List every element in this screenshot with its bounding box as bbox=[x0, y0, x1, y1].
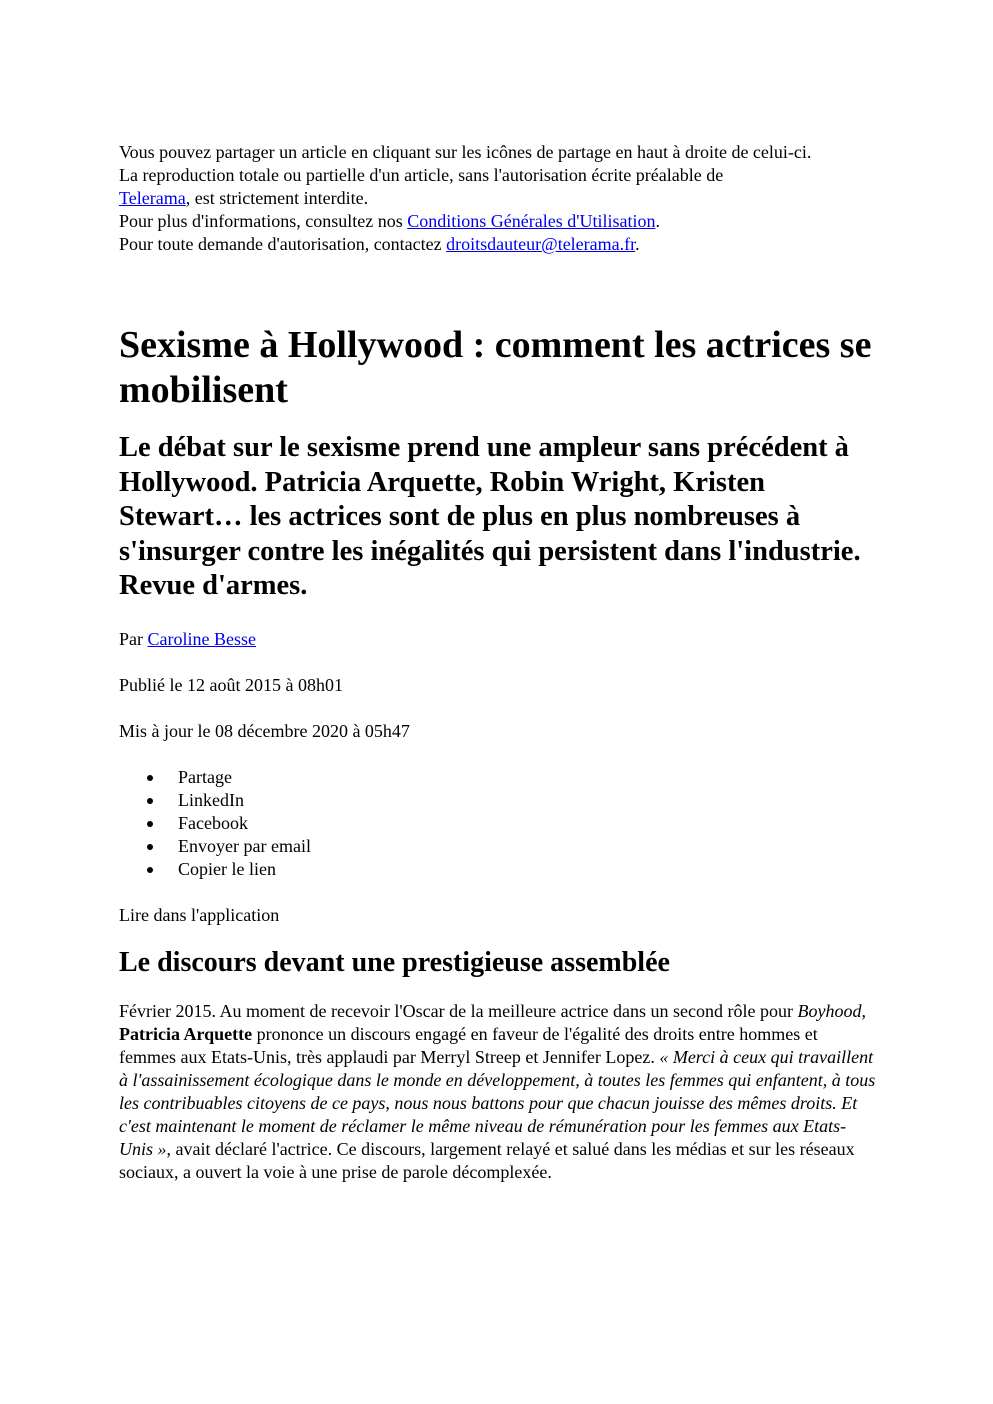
share-item-label: Partage bbox=[178, 766, 232, 787]
article-page bbox=[119, 141, 879, 1184]
paragraph-text-4: , avait déclaré l'actrice. Ce discours, largement relayé et salué dans les médias et sur les réseaux sociaux, a ouvert la voie à une prise de parole décomplexée. bbox=[119, 1138, 855, 1182]
notice-line-share: Vous pouvez partager un article en cliquant sur les icônes de partage en haut à droite de celui-ci. bbox=[119, 142, 812, 162]
notice-contact-end: . bbox=[635, 234, 640, 254]
share-item-label: Copier le lien bbox=[178, 858, 276, 879]
speech-quote: « Merci à ceux qui travaillent à l'assainissement écologique dans le monde en développement, à toutes les femmes qui enfantent, à tous les contribuables citoyens de ce pays, nous nous battons pour que chacun jouisse des mêmes droits. Et c'est maintenant le moment de réclamer le même niveau de rémunération pour les femmes aux Etats-Unis » bbox=[119, 1046, 876, 1159]
bullet-icon bbox=[147, 775, 153, 781]
paragraph-text-1: Février 2015. Au moment de recevoir l'Oscar de la meilleure actrice dans un second rôle pour bbox=[119, 1000, 798, 1021]
notice-info-end: . bbox=[655, 211, 660, 231]
share-list bbox=[119, 766, 879, 881]
read-in-app[interactable]: Lire dans l'application bbox=[119, 904, 280, 925]
paragraph-text-2: , bbox=[861, 1000, 866, 1021]
share-item-label: LinkedIn bbox=[178, 789, 244, 810]
article-title: Sexisme à Hollywood : comment les actrices se mobilisent bbox=[119, 324, 872, 411]
share-item-label: Envoyer par email bbox=[178, 835, 311, 856]
published-date: Publié le 12 août 2015 à 08h01 bbox=[119, 674, 343, 695]
section-title: Le discours devant une prestigieuse assemblée bbox=[119, 946, 670, 978]
article-paragraph bbox=[119, 1000, 879, 1184]
bullet-icon bbox=[147, 867, 153, 873]
bullet-icon bbox=[147, 798, 153, 804]
actress-name: Patricia Arquette bbox=[119, 1023, 253, 1044]
share-item-partage[interactable] bbox=[178, 766, 879, 789]
telerama-link[interactable]: Telerama bbox=[119, 188, 186, 208]
notice-contact-text: Pour toute demande d'autorisation, contactez bbox=[119, 234, 447, 254]
share-item-label: Facebook bbox=[178, 812, 248, 833]
notice-line-contact bbox=[119, 233, 879, 256]
share-item-linkedin[interactable] bbox=[178, 789, 879, 812]
updated-date: Mis à jour le 08 décembre 2020 à 05h47 bbox=[119, 720, 410, 741]
paragraph-text-3: prononce un discours engagé en faveur de l'égalité des droits entre hommes et femmes aux Etats-Unis, très applaudi par Merryl Streep et Jennifer Lopez. bbox=[119, 1023, 818, 1067]
notice-reproduction-text: La reproduction totale ou partielle d'un article, sans l'autorisation écrite préalable de bbox=[119, 165, 724, 185]
notice-line-reproduction bbox=[119, 164, 879, 210]
email-link[interactable]: droitsdauteur@telerama.fr bbox=[446, 234, 636, 254]
notice-info-text: Pour plus d'informations, consultez nos bbox=[119, 211, 408, 231]
article-lede: Le débat sur le sexisme prend une ampleur sans précédent à Hollywood. Patricia Arquette, Robin Wright, Kristen Stewart… les actrices sont de plus en plus nombreuses à s'insurger contre les inégalités qui persistent dans l'industrie. Revue d'armes. bbox=[119, 432, 861, 601]
cgu-link[interactable]: Conditions Générales d'Utilisation bbox=[407, 211, 656, 231]
share-item-copy-link[interactable] bbox=[178, 858, 879, 881]
share-item-email[interactable] bbox=[178, 835, 879, 858]
author-link[interactable]: Caroline Besse bbox=[147, 628, 256, 649]
notice-forbidden-text: , est strictement interdite. bbox=[185, 188, 369, 208]
copyright-notice bbox=[119, 141, 879, 256]
bullet-icon bbox=[147, 844, 153, 850]
film-title: Boyhood bbox=[797, 1000, 862, 1021]
bullet-icon bbox=[147, 821, 153, 827]
share-item-facebook[interactable] bbox=[178, 812, 879, 835]
notice-line-info bbox=[119, 210, 879, 233]
byline-prefix: Par bbox=[119, 628, 148, 649]
byline bbox=[119, 628, 879, 651]
